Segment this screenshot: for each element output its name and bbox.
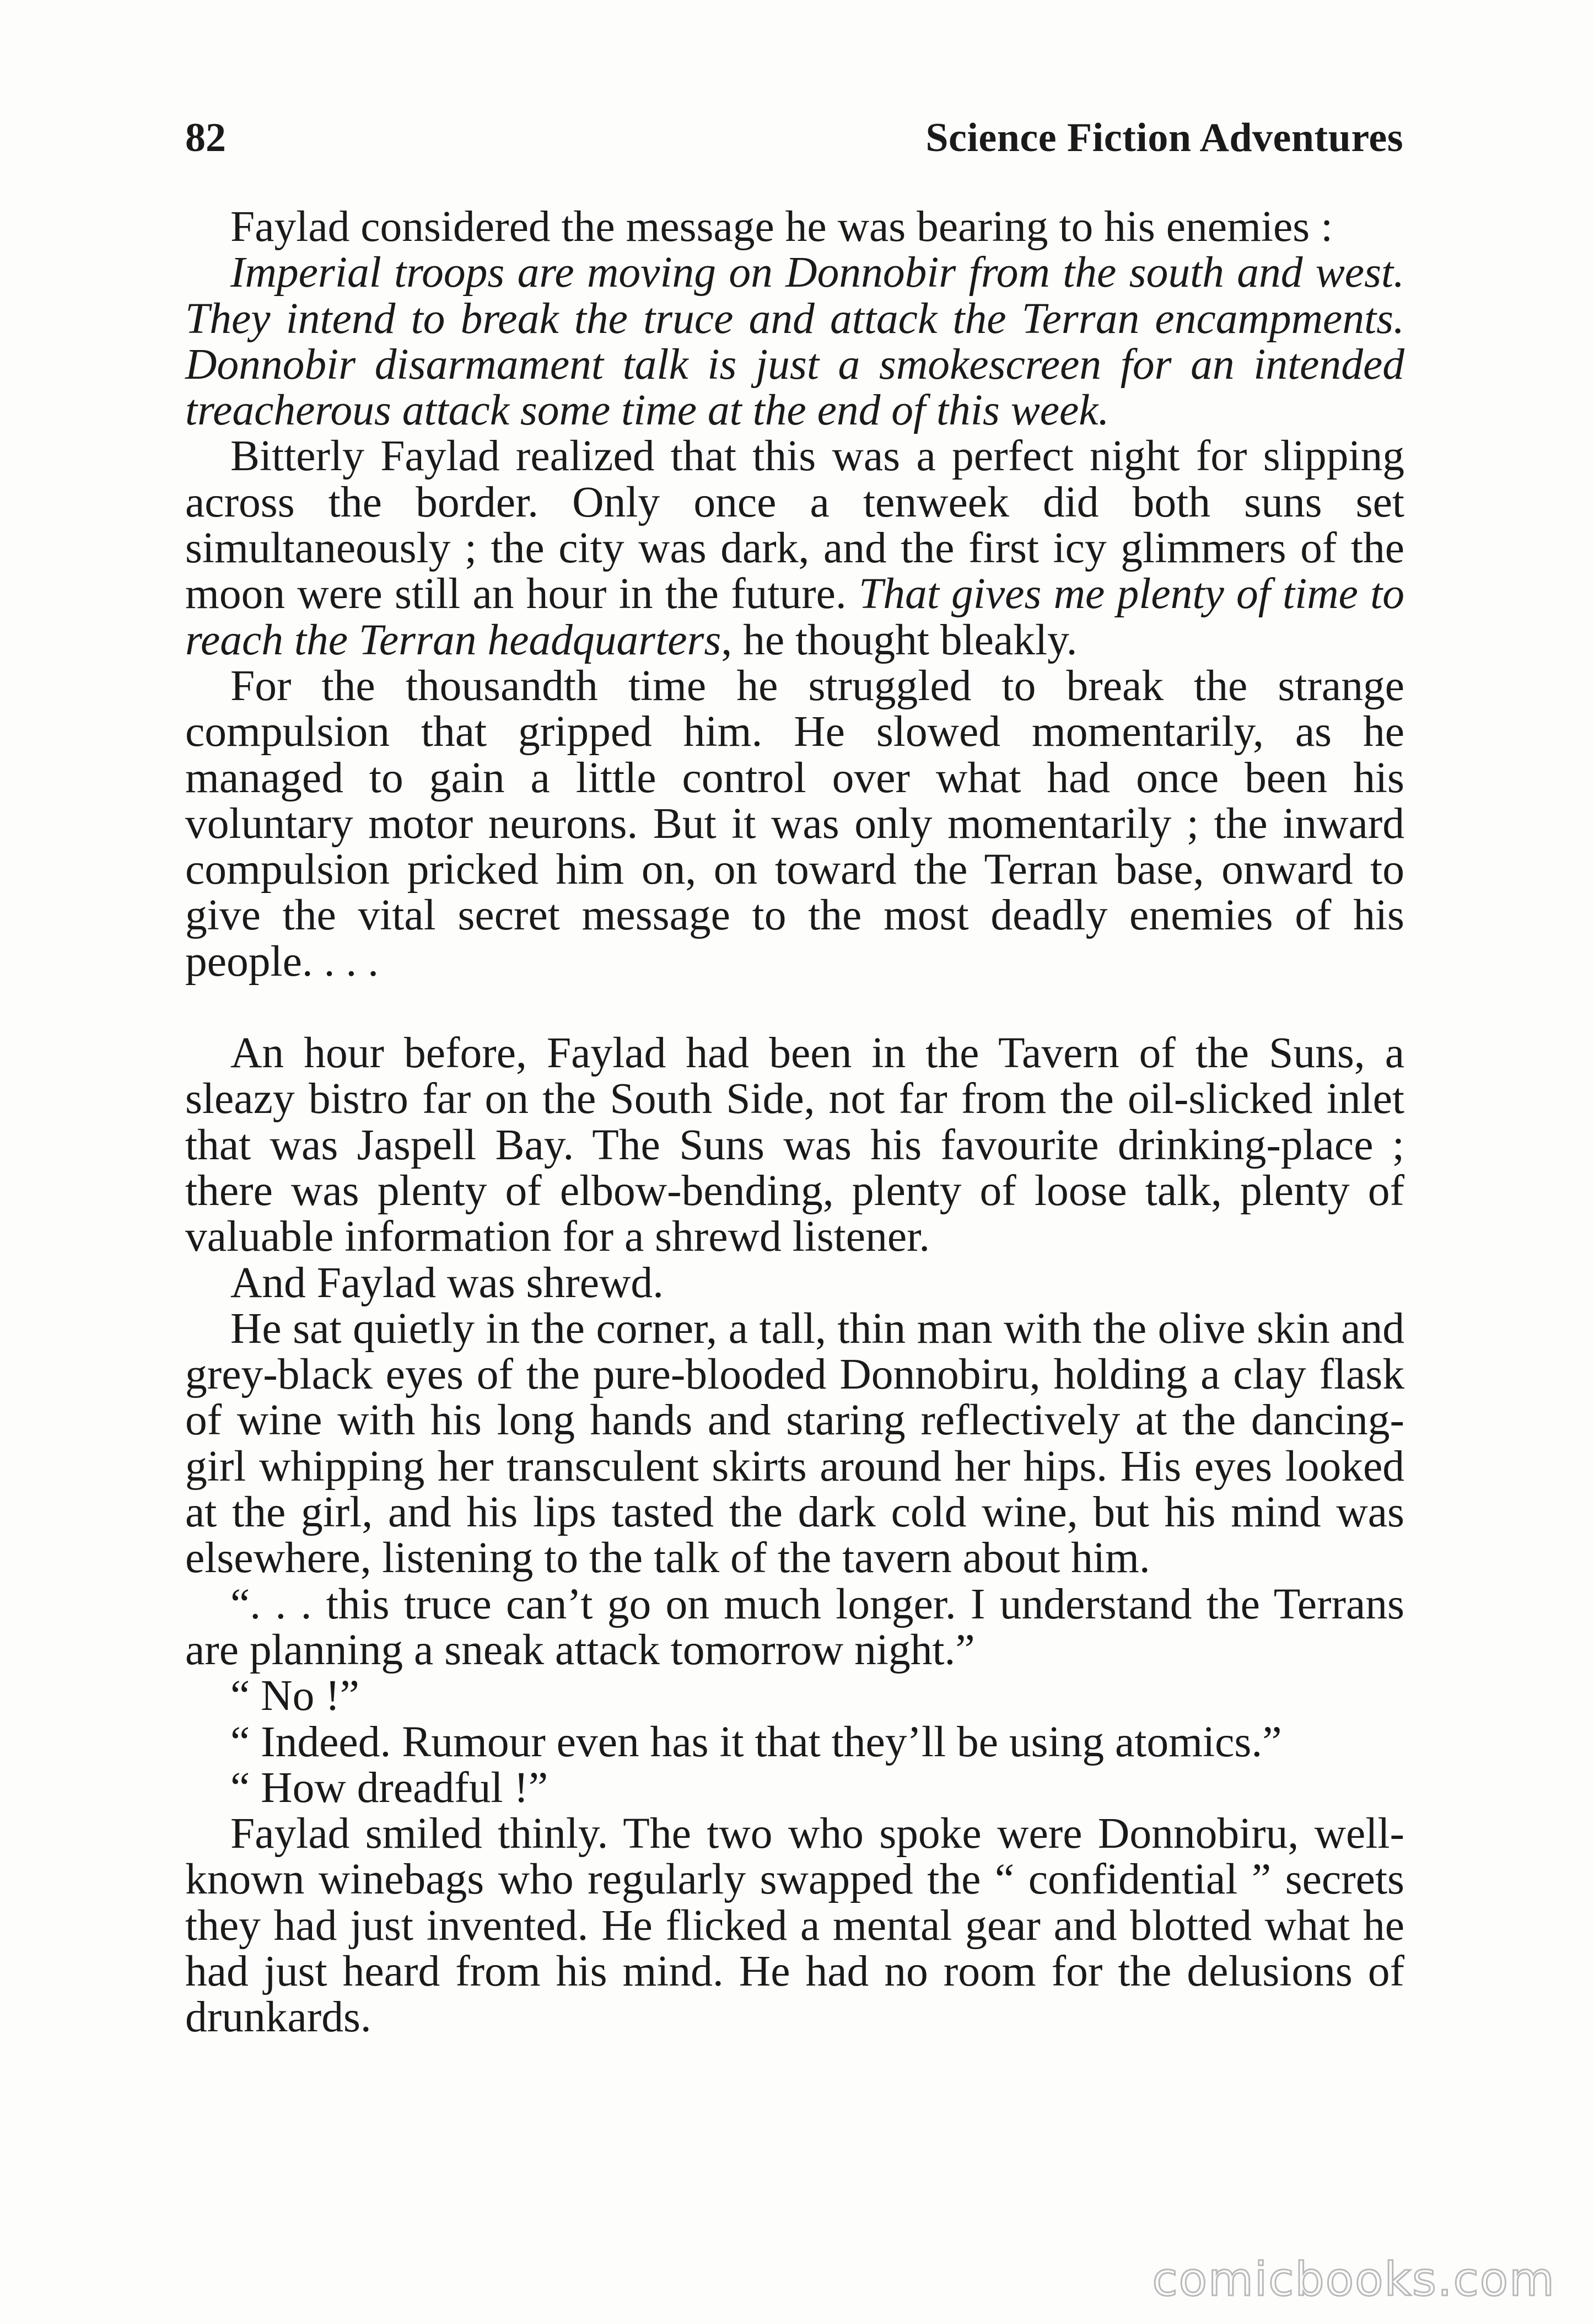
paragraph — [185, 1811, 1404, 2040]
paragraph — [185, 1765, 1404, 1811]
text-run: Faylad smiled thinly. The two who spoke were Donnobiru, well-known winebags who regularly swapped the “ confidential ” secrets they had just invented. He flicked a mental gear and blotted what he had just heard from his mind. He had no room for the delusions of drunkards. — [185, 1809, 1404, 2042]
text-run: For the thousandth time he struggled to break the strange compulsion that gripped him. He slowed momentarily, as he managed to gain a little control over what had once been his voluntary motor neurons. But it was only momentarily ; the inward compulsion pricked him on, on toward the Terran base, onward to give the vital secret message to the most deadly enemies of his people. . . . — [185, 661, 1404, 986]
story-text — [185, 204, 1404, 2041]
text-run: He sat quietly in the corner, a tall, thin man with the olive skin and grey-black eyes of the pure-blooded Donnobiru, holding a clay flask of wine with his long hands and staring reflectively at the dancing-girl whipping her transculent skirts around her hips. His eyes looked at the girl, and his lips tasted the dark cold wine, but his mind was elsewhere, listening to the talk of the tavern about him. — [185, 1304, 1404, 1583]
running-head: Science Fiction Adventures — [925, 115, 1403, 160]
text-run: “. . . this truce can’t go on much longer. I understand the Terrans are planning a sneak attack tomorrow night.” — [185, 1579, 1404, 1674]
paragraph — [185, 1719, 1404, 1765]
text-run: “ No !” — [230, 1671, 359, 1720]
text-run: , he thought bleakly. — [721, 615, 1078, 664]
paragraph — [185, 1306, 1404, 1581]
paragraph — [185, 1581, 1404, 1674]
paragraph — [185, 663, 1404, 985]
paragraph — [185, 250, 1404, 433]
page-number: 82 — [185, 115, 226, 160]
paragraph — [185, 204, 1404, 250]
page-header — [185, 113, 1403, 163]
text-run-italic: That gives me plenty of time to reach the Terran headquarters — [185, 569, 1404, 664]
text-run: “ How dreadful !” — [230, 1763, 548, 1812]
paragraph — [185, 1030, 1404, 1260]
paragraph — [185, 1673, 1404, 1719]
text-run: An hour before, Faylad had been in the Tavern of the Suns, a sleazy bistro far on the South Side, not far from the oil-slicked inlet that was Jaspell Bay. The Suns was his favourite drinking-place ; there was plenty of elbow-bending, plenty of loose talk, plenty of valuable information for a shrewd listener. — [185, 1029, 1404, 1261]
paragraph — [185, 433, 1404, 663]
paragraph — [185, 1260, 1404, 1306]
text-run: “ Indeed. Rumour even has it that they’ll be using atomics.” — [230, 1717, 1282, 1766]
text-run: Bitterly Faylad realized that this was a perfect night for slipping across the border. Only once a tenweek did both suns set simultaneously ; the city was dark, and the first icy glimmers of the moon were still an hour in the future. — [185, 432, 1404, 618]
watermark: comicbooks.com — [1152, 2252, 1555, 2306]
text-run: And Faylad was shrewd. — [230, 1258, 664, 1307]
text-run: Faylad considered the message he was bearing to his enemies : — [230, 202, 1333, 251]
text-run-italic: Imperial troops are moving on Donnobir from the south and west. They intend to break the truce and attack the Terran encampments. Donnobir disarmament talk is just a smokescreen for an intended treacherous attack some time at the end of this week. — [185, 248, 1404, 435]
